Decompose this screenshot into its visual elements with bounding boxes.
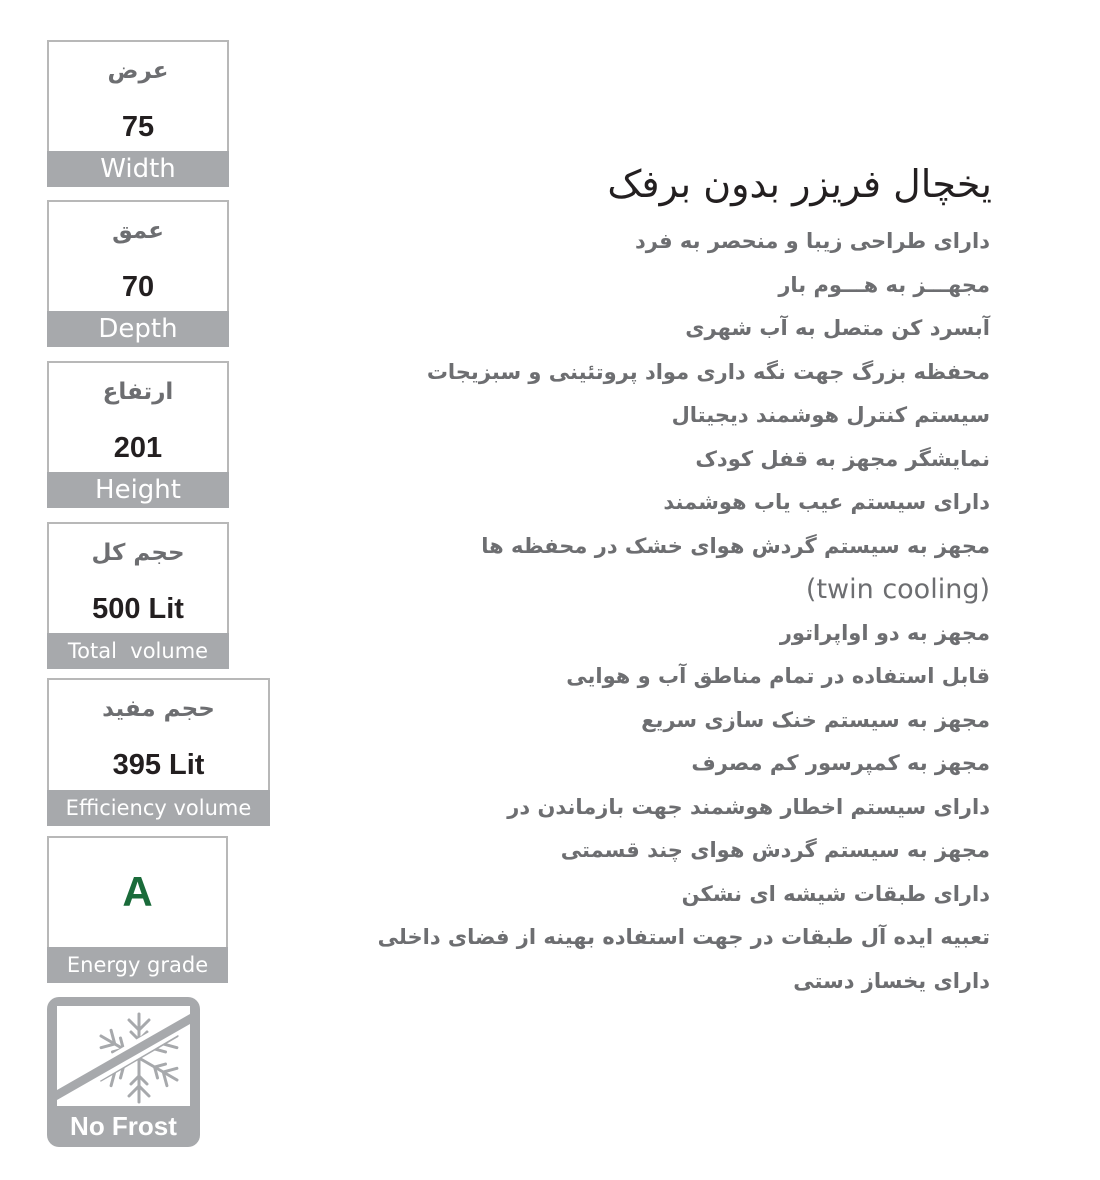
energy-grade-value: A: [122, 868, 153, 915]
spec-depth: [47, 200, 229, 347]
spec-value: 70: [121, 271, 155, 303]
feature-item: (twin cooling): [805, 574, 990, 605]
feature-item: مجهز به سیستم خنک سازی سریع: [641, 707, 990, 732]
spec-value: 395 Lit: [112, 749, 205, 781]
feature-item: مجهز به سیستم گردش هوای چند قسمتی: [560, 838, 990, 862]
feature-item: مجهز به دو اواپراتور: [779, 620, 990, 645]
spec-label-en: Height: [47, 472, 229, 508]
feature-item: مجهـــز به هـــوم بار: [778, 272, 990, 297]
snowflake-crossed-icon: [57, 1006, 190, 1106]
feature-item: محفظه بزرگ جهت نگه داری مواد پروتئینی و سبزیجات: [426, 359, 990, 384]
energy-grade-label: Energy grade: [47, 947, 228, 983]
spec-label-en: Total volume: [47, 633, 229, 669]
feature-item: مجهز به کمپرسور کم مصرف: [691, 751, 990, 775]
spec-label-fa: حجم مفید: [102, 696, 215, 722]
spec-label-fa: عرض: [107, 58, 169, 84]
feature-item: مجهز به سیستم گردش هوای خشک در محفظه ها: [481, 533, 990, 558]
no-frost-label: No Frost: [70, 1111, 177, 1141]
spec-label-fa: عمق: [112, 218, 164, 244]
feature-list: [350, 220, 990, 1003]
spec-width: [47, 40, 229, 187]
spec-efficiency-volume: [47, 678, 270, 826]
feature-item: دارای سیستم اخطار هوشمند جهت بازماندن در: [507, 794, 990, 819]
feature-item: قابل استفاده در تمام مناطق آب و هوایی: [566, 664, 990, 688]
spec-value: 75: [121, 111, 155, 143]
spec-label-en: Width: [47, 151, 229, 187]
spec-value: 201: [113, 432, 163, 464]
feature-item: آبسرد کن متصل به آب شهری: [685, 316, 990, 340]
feature-item: دارای یخساز دستی: [793, 968, 990, 993]
feature-item: سیستم کنترل هوشمند دیجیتال: [671, 403, 990, 427]
spec-label-fa: ارتفاع: [102, 379, 174, 405]
spec-total-volume: [47, 522, 229, 669]
feature-item: دارای طبقات شیشه ای نشکن: [681, 881, 990, 906]
spec-label-fa: حجم کل: [91, 540, 185, 566]
feature-item: دارای طراحی زیبا و منحصر به فرد: [635, 229, 990, 253]
feature-item: دارای سیستم عیب یاب هوشمند: [663, 490, 990, 514]
feature-item: نمایشگر مجهز به قفل کودک: [695, 446, 990, 471]
spec-height: [47, 361, 229, 508]
no-frost-badge: [47, 997, 200, 1147]
spec-label-en: Efficiency volume: [47, 790, 270, 826]
feature-item: تعبیه ایده آل طبقات در جهت استفاده بهینه از فضای داخلی: [377, 925, 990, 949]
product-title: یخچال فریزر بدون برفک: [607, 162, 992, 206]
spec-label-en: Depth: [47, 311, 229, 347]
energy-grade-box: [47, 836, 228, 983]
spec-value: 500 Lit: [92, 593, 184, 625]
